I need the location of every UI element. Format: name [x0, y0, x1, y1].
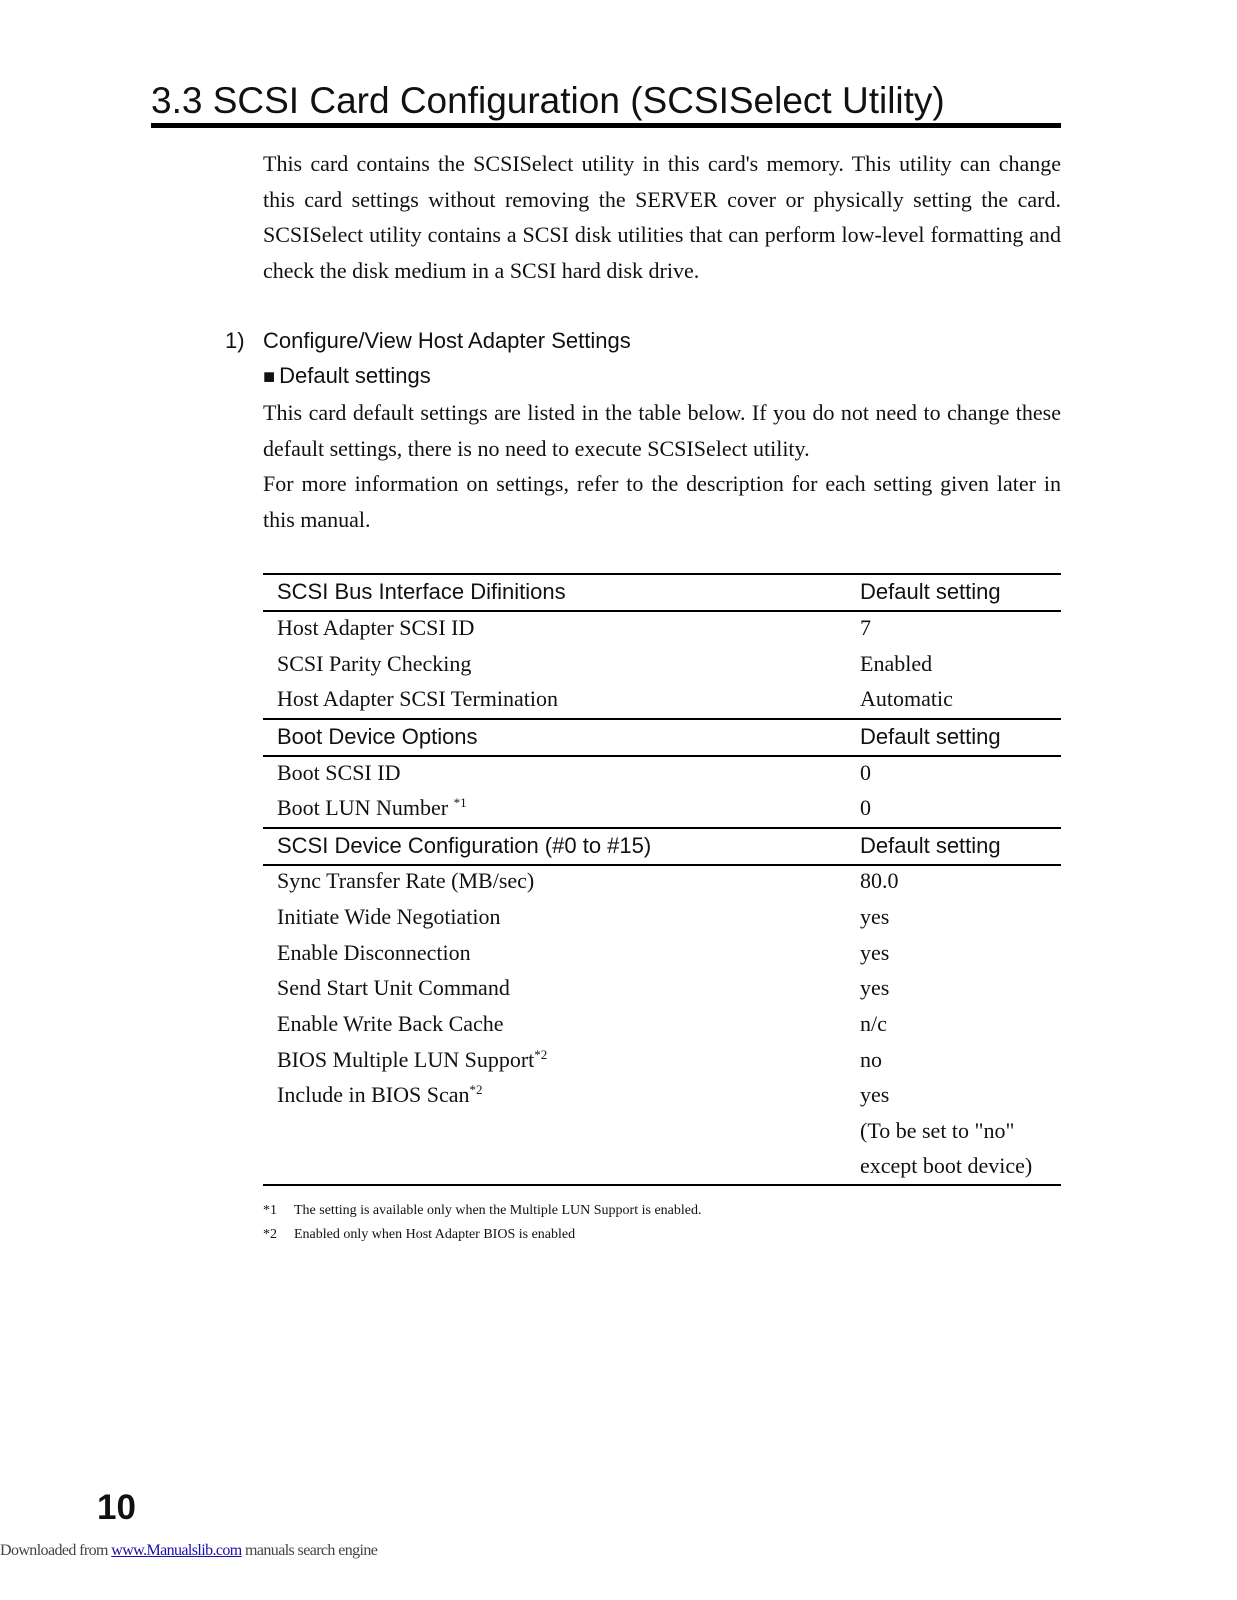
table-row	[263, 610, 1061, 646]
more-info-paragraph: For more information on settings, refer to the description for each setting given later in this manual.	[263, 471, 1061, 532]
table-row	[263, 790, 1061, 826]
setting-value-note: (To be set to "no"	[860, 1118, 1015, 1143]
setting-name: Enable Write Back Cache	[277, 1011, 504, 1036]
setting-value: 0	[860, 795, 871, 820]
table-row	[263, 970, 1061, 1006]
group-header-label: Boot Device Options	[277, 724, 478, 749]
setting-value: no	[860, 1047, 882, 1072]
setting-name: Boot SCSI ID	[277, 760, 401, 785]
footnote-text: Enabled only when Host Adapter BIOS is enabled	[294, 1227, 576, 1242]
title-rule	[151, 123, 1061, 128]
footnote-mark: *2	[263, 1227, 277, 1242]
download-footer	[0, 1541, 377, 1561]
setting-name: Sync Transfer Rate (MB/sec)	[277, 868, 535, 893]
table-row-note	[263, 1148, 1061, 1184]
step-number: 1)	[225, 328, 245, 353]
setting-name: BIOS Multiple LUN Support	[277, 1047, 535, 1072]
setting-value: Enabled	[860, 651, 933, 676]
setting-name-with-note	[277, 790, 467, 826]
setting-name-with-note	[277, 1077, 482, 1113]
footnote	[263, 1225, 575, 1245]
group-header-value: Default setting	[860, 724, 1001, 749]
setting-value: yes	[860, 1082, 890, 1107]
group-header-value: Default setting	[860, 579, 1001, 604]
setting-value: Automatic	[860, 686, 953, 711]
setting-value-note: except boot device)	[860, 1153, 1033, 1178]
footnote	[263, 1201, 701, 1221]
table-row	[263, 1077, 1061, 1113]
intro-paragraph: This card contains the SCSISelect utility in this card's memory. This utility can change this card settings without removing the SERVER cover or physically setting the card. SCSISelect utility contains a SCSI disk utilities that can perform low-level formatting and check the disk medium in a SCSI hard disk drive.	[263, 151, 1061, 283]
setting-name: Send Start Unit Command	[277, 975, 510, 1000]
footnote-ref: *2	[469, 1082, 483, 1097]
setting-name-with-note	[277, 1042, 547, 1078]
setting-name: Host Adapter SCSI ID	[277, 615, 475, 640]
table-row	[263, 863, 1061, 899]
footnote-mark: *1	[263, 1203, 277, 1218]
setting-name: Initiate Wide Negotiation	[277, 904, 501, 929]
table-row	[263, 755, 1061, 791]
table-bottom-rule	[263, 1184, 1061, 1186]
table-row-note	[263, 1113, 1061, 1149]
setting-name: Enable Disconnection	[277, 940, 471, 965]
default-settings-label: Default settings	[279, 363, 431, 388]
setting-value: 0	[860, 760, 871, 785]
setting-value: yes	[860, 904, 890, 929]
setting-value: yes	[860, 940, 890, 965]
group-header-label: SCSI Device Configuration (#0 to #15)	[277, 833, 652, 858]
setting-value: n/c	[860, 1011, 887, 1036]
footnote-ref: *1	[453, 795, 467, 810]
download-prefix: Downloaded from	[0, 1542, 112, 1559]
table-group-header	[263, 828, 1061, 864]
default-settings-heading	[263, 361, 431, 392]
table-row	[263, 681, 1061, 717]
table-row	[263, 899, 1061, 935]
table-row	[263, 1042, 1061, 1078]
table-row	[263, 1006, 1061, 1042]
square-bullet-icon: ■	[263, 366, 276, 388]
footnote-ref: *2	[534, 1047, 548, 1062]
download-suffix: manuals search engine	[241, 1542, 378, 1559]
setting-name: SCSI Parity Checking	[277, 651, 472, 676]
table-row	[263, 646, 1061, 682]
section-title: 3.3 SCSI Card Configuration (SCSISelect Utility)	[151, 80, 945, 121]
setting-name: Include in BIOS Scan	[277, 1082, 470, 1107]
setting-value: 7	[860, 615, 871, 640]
group-header-value: Default setting	[860, 833, 1001, 858]
page-number: 10	[97, 1488, 136, 1527]
setting-value: yes	[860, 975, 890, 1000]
table-group-header	[263, 574, 1061, 610]
table-group-header	[263, 719, 1061, 755]
manualslib-link[interactable]: www.Manualslib.com	[111, 1542, 242, 1559]
step-title: Configure/View Host Adapter Settings	[263, 328, 631, 353]
setting-value: 80.0	[860, 868, 899, 893]
setting-name: Host Adapter SCSI Termination	[277, 686, 558, 711]
default-settings-paragraph: This card default settings are listed in the table below. If you do not need to change these default settings, there is no need to execute SCSISelect utility.	[263, 400, 1061, 461]
setting-name: Boot LUN Number	[277, 795, 449, 820]
footnote-text: The setting is available only when the Multiple LUN Support is enabled.	[294, 1203, 702, 1218]
group-header-label: SCSI Bus Interface Difinitions	[277, 579, 566, 604]
table-row	[263, 935, 1061, 971]
